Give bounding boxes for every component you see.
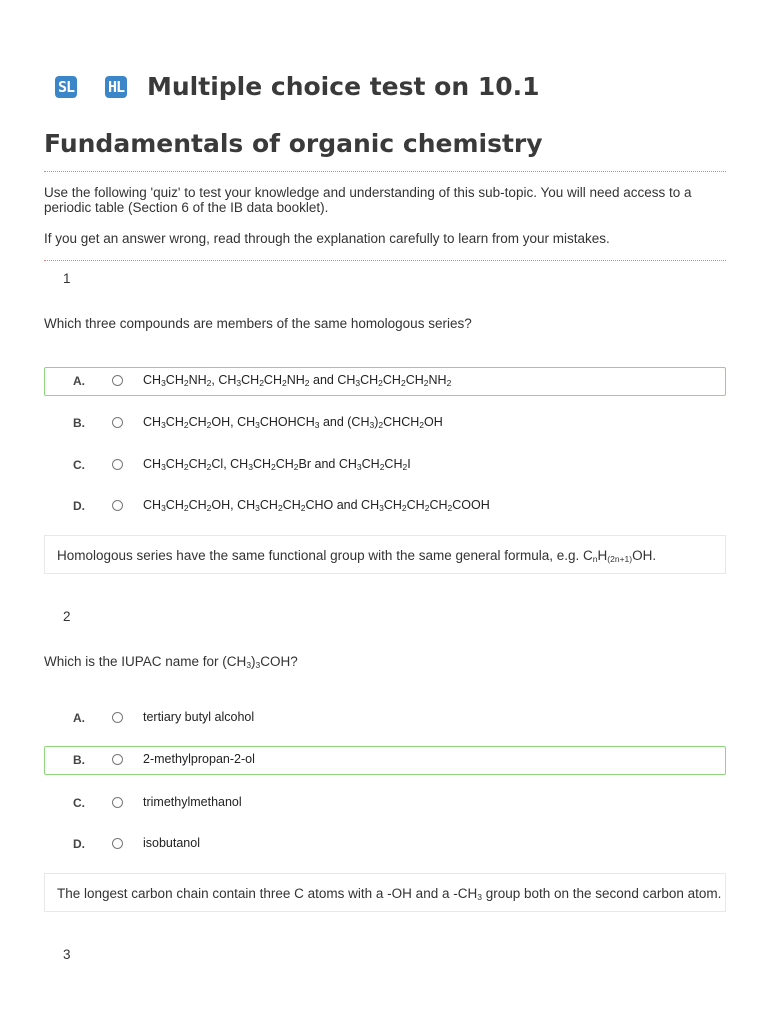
radio-button[interactable] bbox=[112, 712, 123, 723]
option-text: $CH_3CH_2CH_2Cl$, $CH_3CH_2CH_2Br$ and $CH_3CH_2CH_2I$ bbox=[143, 457, 411, 472]
answer-option-d[interactable] bbox=[44, 830, 726, 859]
page-title bbox=[44, 58, 726, 172]
question-number: 1 bbox=[63, 271, 71, 286]
option-letter: A. bbox=[73, 711, 85, 725]
option-letter: D. bbox=[73, 499, 85, 513]
question-number: 2 bbox=[63, 609, 71, 624]
option-text: trimethylmethanol bbox=[143, 795, 242, 809]
divider bbox=[44, 260, 726, 261]
answer-option-c[interactable] bbox=[44, 451, 726, 480]
option-text: $CH_3CH_2NH_2$, $CH_3CH_2CH_2NH_2$ and $CH_3CH_2CH_2CH_2NH_2$ bbox=[143, 373, 452, 388]
answer-option-a[interactable] bbox=[44, 704, 726, 733]
explanation-text: Homologous series have the same functional group with the same general formula, e.g. $C_nH_{(2n+1)}OH$. bbox=[57, 548, 657, 564]
option-letter: D. bbox=[73, 837, 85, 851]
divider bbox=[44, 171, 726, 172]
option-text: tertiary butyl alcohol bbox=[143, 710, 255, 724]
question-prompt: Which three compounds are members of the same homologous series? bbox=[44, 316, 472, 331]
radio-button[interactable] bbox=[112, 838, 123, 849]
answer-option-b[interactable] bbox=[44, 409, 726, 438]
question-number: 3 bbox=[63, 947, 71, 962]
explanation-box bbox=[44, 873, 726, 912]
radio-button[interactable] bbox=[112, 459, 123, 470]
radio-button[interactable] bbox=[112, 375, 123, 386]
radio-button[interactable] bbox=[112, 754, 123, 765]
option-text: 2-methylpropan-2-ol bbox=[143, 752, 255, 766]
answer-option-d[interactable] bbox=[44, 492, 726, 521]
radio-button[interactable] bbox=[112, 797, 123, 808]
option-text: $CH_3CH_2CH_2OH$, $CH_3CHOHCH_3$ and $(CH_3)_2CHCH_2OH$ bbox=[143, 415, 443, 430]
option-letter: A. bbox=[73, 374, 85, 388]
explanation-box bbox=[44, 535, 726, 574]
question-prompt: Which is the IUPAC name for $(CH_3)_3COH$? bbox=[44, 654, 298, 670]
radio-button[interactable] bbox=[112, 500, 123, 511]
page-title-text: Multiple choice test on 10.1 Fundamentals of organic chemistry bbox=[44, 72, 543, 158]
option-text: isobutanol bbox=[143, 836, 200, 850]
option-text: $CH_3CH_2CH_2OH$, $CH_3CH_2CH_2CHO$ and $CH_3CH_2CH_2CH_2COOH$ bbox=[143, 498, 490, 513]
option-letter: C. bbox=[73, 458, 85, 472]
option-letter: B. bbox=[73, 416, 85, 430]
answer-option-b[interactable] bbox=[44, 746, 726, 775]
answer-option-a[interactable] bbox=[44, 367, 726, 396]
hl-badge: HL bbox=[105, 76, 127, 98]
sl-badge: SL bbox=[55, 76, 77, 98]
intro-paragraph: If you get an answer wrong, read through the explanation carefully to learn from your mistakes. bbox=[44, 231, 610, 246]
radio-button[interactable] bbox=[112, 417, 123, 428]
option-letter: B. bbox=[73, 753, 85, 767]
answer-option-c[interactable] bbox=[44, 789, 726, 818]
explanation-text: The longest carbon chain contain three C atoms with a -OH and a $-CH_3$ group both on the second carbon atom. bbox=[57, 886, 722, 902]
intro-paragraph: Use the following 'quiz' to test your knowledge and understanding of this sub-topic. You will need access to a periodic table (Section 6 of the IB data booklet). bbox=[44, 185, 692, 215]
option-letter: C. bbox=[73, 796, 85, 810]
